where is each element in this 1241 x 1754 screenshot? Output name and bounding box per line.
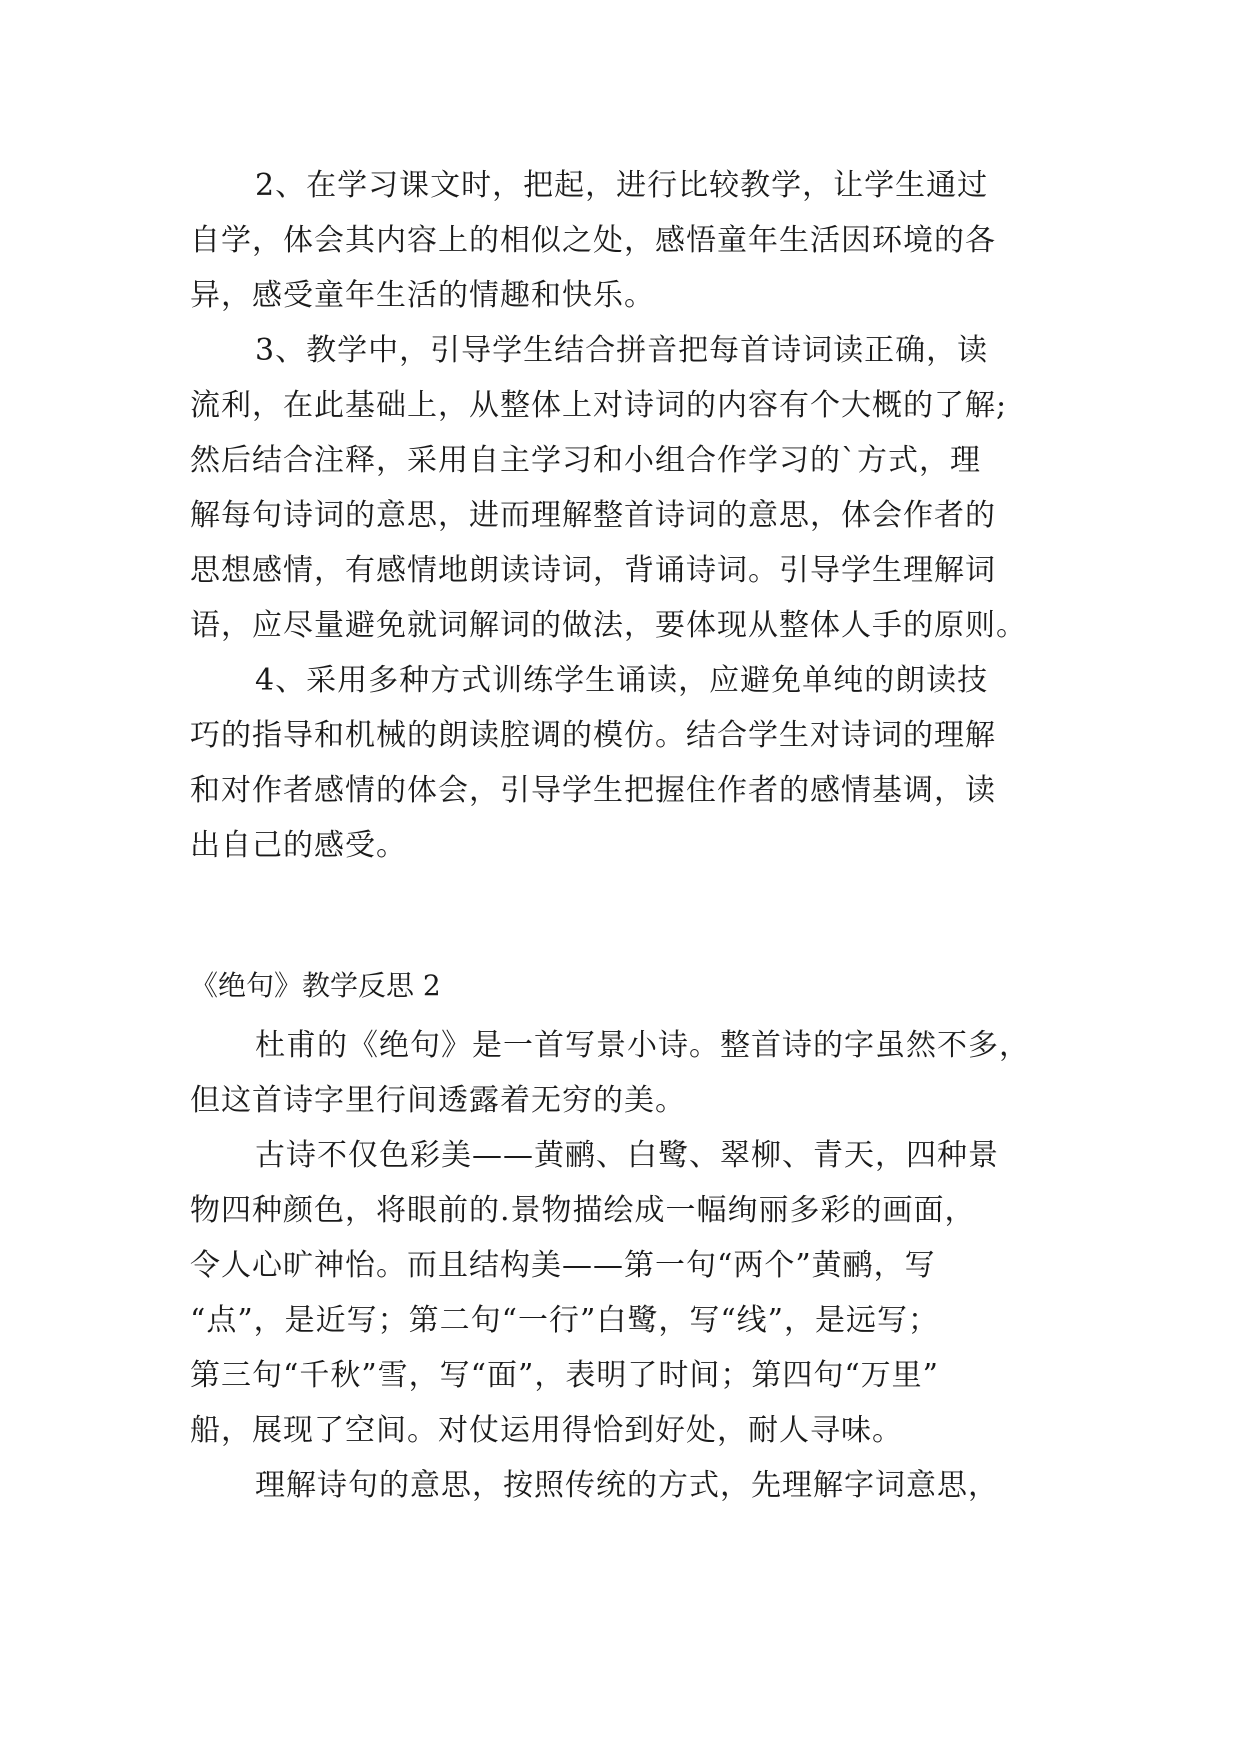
paragraph-line: 古诗不仅色彩美——黄鹂、白鹭、翠柳、青天，四种景 [255, 1138, 999, 1173]
paragraph-line: 令人心旷神怡。而且结构美——第一句“两个”黄鹂，写 [190, 1248, 936, 1283]
paragraph-line: 巧的指导和机械的朗读腔调的模仿。结合学生对诗词的理解 [190, 718, 996, 753]
paragraph-line: 物四种颜色，将眼前的.景物描绘成一幅绚丽多彩的画面， [190, 1193, 976, 1228]
paragraph-line: 流利，在此基础上，从整体上对诗词的内容有个大概的了解; [190, 388, 1008, 423]
paragraph-line: 出自己的感受。 [190, 828, 407, 863]
paragraph-line: 3、教学中，引导学生结合拼音把每首诗词读正确，读 [255, 333, 989, 368]
paragraph-line: 4、采用多种方式训练学生诵读，应避免单纯的朗读技 [255, 663, 989, 698]
paragraph-line: 船，展现了空间。对仗运用得恰到好处，耐人寻味。 [190, 1413, 903, 1448]
paragraph-line: 异，感受童年生活的情趣和快乐。 [190, 278, 655, 313]
section-heading: 《绝句》教学反思 2 [190, 969, 441, 1002]
paragraph-line: “点”，是近写；第二句“一行”白鹭，写“线”，是远写； [190, 1303, 940, 1338]
paragraph-line: 但这首诗字里行间透露着无穷的美。 [190, 1083, 686, 1118]
paragraph-line: 第三句“千秋”雪，写“面”，表明了时间；第四句“万里” [190, 1358, 940, 1393]
paragraph-line: 和对作者感情的体会，引导学生把握住作者的感情基调，读 [190, 773, 996, 808]
paragraph-line: 2、在学习课文时，把起，进行比较教学，让学生通过 [255, 168, 989, 203]
paragraph-line: 理解诗句的意思，按照传统的方式，先理解字词意思， [255, 1468, 999, 1503]
paragraph-line: 思想感情，有感情地朗读诗词，背诵诗词。引导学生理解词 [190, 553, 996, 588]
paragraph-line: 杜甫的《绝句》是一首写景小诗。整首诗的字虽然不多， [255, 1028, 1030, 1063]
paragraph-line: 然后结合注释，采用自主学习和小组合作学习的`方式，理 [190, 443, 981, 478]
paragraph-line: 语，应尽量避免就词解词的做法，要体现从整体人手的原则。 [190, 608, 1027, 643]
paragraph-line: 解每句诗词的意思，进而理解整首诗词的意思，体会作者的 [190, 498, 996, 533]
paragraph-line: 自学，体会其内容上的相似之处，感悟童年生活因环境的各 [190, 223, 996, 258]
